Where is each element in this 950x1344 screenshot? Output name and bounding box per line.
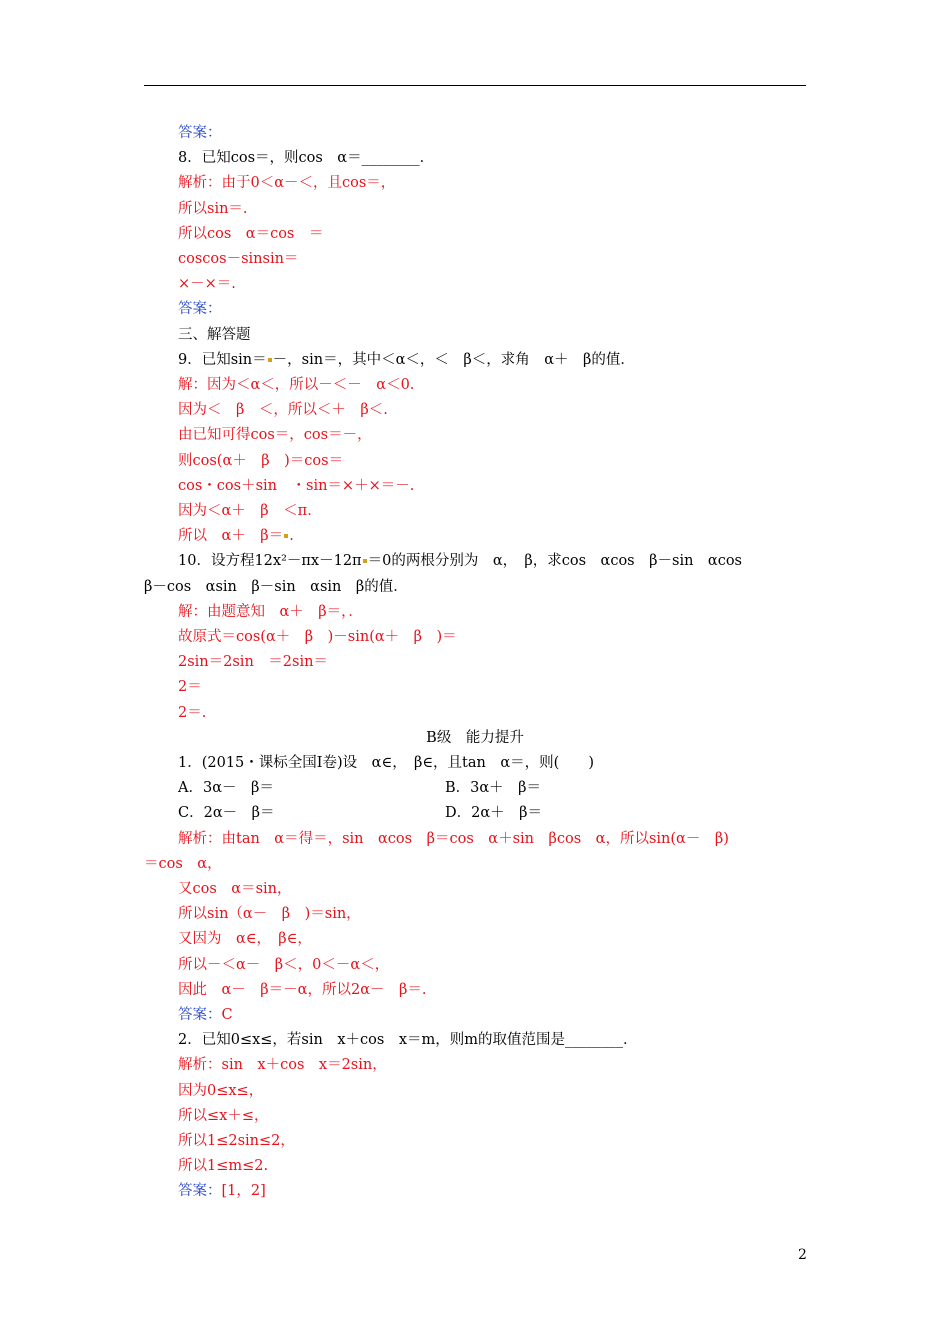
text-line	[178, 801, 543, 825]
line-text: cos・cos＋sin ・sin＝×＋×＝－.	[178, 477, 415, 494]
text-line	[178, 247, 298, 271]
line-text: 因为＜ β ＜，所以＜＋ β＜.	[178, 402, 388, 419]
line-text: 三、解答题	[178, 326, 251, 343]
line-text: 1．(2015・课标全国Ⅰ卷)设 α∈， β∈，且tan α＝，则( )	[178, 755, 594, 771]
text-line	[178, 827, 729, 851]
line-text: 解：因为＜α＜，所以－＜－ α＜0.	[178, 377, 415, 393]
text-line	[178, 675, 202, 699]
text-line	[178, 449, 343, 473]
marker-icon	[284, 534, 288, 538]
text-line	[178, 549, 742, 573]
line-text: 所以cos α＝cos ＝	[178, 225, 324, 242]
text-line	[144, 575, 408, 599]
text-line	[144, 852, 222, 876]
line-text: coscos－sinsin＝	[178, 251, 299, 267]
option-right: B．3α＋ β＝	[445, 780, 542, 797]
line-text: B级 能力提升	[426, 729, 524, 746]
text-line	[178, 877, 292, 901]
text-line	[178, 499, 322, 523]
line-text: 9．已知sin＝ －，sin＝，其中＜α＜，＜ β＜，求角 α＋ β的值．	[178, 351, 635, 368]
text-line	[178, 398, 388, 422]
text-line	[178, 197, 248, 221]
text-line	[178, 927, 312, 951]
text-line	[178, 978, 426, 1002]
line-text: 又因为 α∈， β∈，	[178, 931, 312, 948]
line-text: 则cos(α＋ β )＝cos＝	[178, 452, 344, 469]
line-text: ＝cos α，	[144, 855, 222, 872]
option-right: D．2α＋ β＝	[445, 805, 543, 822]
line-text: 所以≤x＋≤，	[178, 1107, 269, 1124]
line-text: 2＝.	[178, 704, 207, 721]
line-text: 由已知可得cos＝，cos＝－，	[178, 427, 372, 444]
text-line	[178, 222, 323, 246]
text-line	[178, 1053, 387, 1077]
text-line	[178, 121, 222, 145]
line-text: 2＝	[178, 679, 202, 696]
line-text: C．2α－ β＝	[178, 805, 275, 822]
text-line	[178, 1104, 268, 1128]
text-line	[178, 474, 414, 498]
text-line	[178, 625, 457, 649]
text-line	[178, 348, 635, 372]
text-line	[178, 373, 414, 397]
line-text: 答案：[1，2]	[178, 1183, 266, 1200]
text-line	[178, 272, 236, 296]
text-line	[178, 171, 395, 195]
line-text: 10．设方程12x²－πx－12π ＝0的两根分别为 α， β，求cos αcos β－sin αcos	[178, 553, 743, 570]
line-text: 所以 α＋ β＝ .	[178, 528, 294, 545]
text-line	[178, 776, 542, 800]
line-text: 解析：由于0＜α－＜，且cos＝，	[178, 175, 396, 192]
text-line	[178, 751, 594, 775]
text-line	[178, 524, 294, 548]
line-text: 答案：	[178, 301, 222, 318]
text-line	[178, 953, 389, 977]
line-text: 因为＜α＋ β ＜π．	[178, 503, 322, 519]
text-line	[178, 323, 251, 347]
text-line	[0, 726, 950, 750]
line-text: β－cos αsin β－sin αsin β的值．	[144, 578, 408, 595]
line-text: ×－×＝.	[178, 276, 236, 293]
text-line	[178, 650, 328, 674]
header-rule	[144, 85, 806, 86]
line-text: 8．已知cos＝，则cos α＝________．	[178, 150, 435, 167]
line-text: 所以－＜α－ β＜，0＜－α＜，	[178, 956, 390, 973]
text-line	[178, 1179, 266, 1203]
line-text: 所以sin＝.	[178, 200, 248, 217]
line-text: 解析：sin x＋cos x＝2sin，	[178, 1057, 387, 1074]
text-line	[178, 423, 372, 447]
text-line	[178, 701, 206, 725]
line-text: 所以sin（α－ β )＝sin，	[178, 906, 361, 923]
text-line	[178, 902, 361, 926]
line-text: 所以1≤m≤2.	[178, 1158, 269, 1175]
text-line	[178, 1003, 233, 1027]
page-number: 2	[798, 1247, 807, 1263]
line-text: 2sin＝2sin ＝2sin＝	[178, 654, 328, 671]
text-line	[178, 297, 222, 321]
line-text: 所以1≤2sin≤2，	[178, 1133, 295, 1149]
line-text: 解析：由tan α＝得＝，sin αcos β＝cos α＋sin βcos α，所以sin(α－ β)	[178, 830, 729, 847]
marker-icon	[363, 559, 367, 563]
text-line	[178, 1129, 295, 1153]
line-text: 故原式＝cos(α＋ β )－sin(α＋ β )＝	[178, 629, 457, 645]
line-text: 答案：C	[178, 1007, 233, 1023]
text-line	[178, 1154, 268, 1178]
line-text: 解：由题意知 α＋ β＝，．	[178, 603, 363, 620]
line-text: 因此 α－ β＝－α，所以2α－ β＝.	[178, 981, 427, 998]
line-text: 因为0≤x≤，	[178, 1082, 264, 1099]
line-text: A．3α－ β＝	[178, 780, 274, 797]
line-text: 又cos α＝sin，	[178, 881, 292, 897]
text-line	[178, 1079, 263, 1103]
line-text: 2．已知0≤x≤，若sin x＋cos x＝m，则m的取值范围是________．	[178, 1032, 638, 1049]
text-line	[178, 600, 363, 624]
text-line	[178, 1028, 638, 1052]
line-text: 答案：	[178, 125, 222, 141]
text-line	[178, 146, 434, 170]
marker-icon	[268, 358, 272, 362]
